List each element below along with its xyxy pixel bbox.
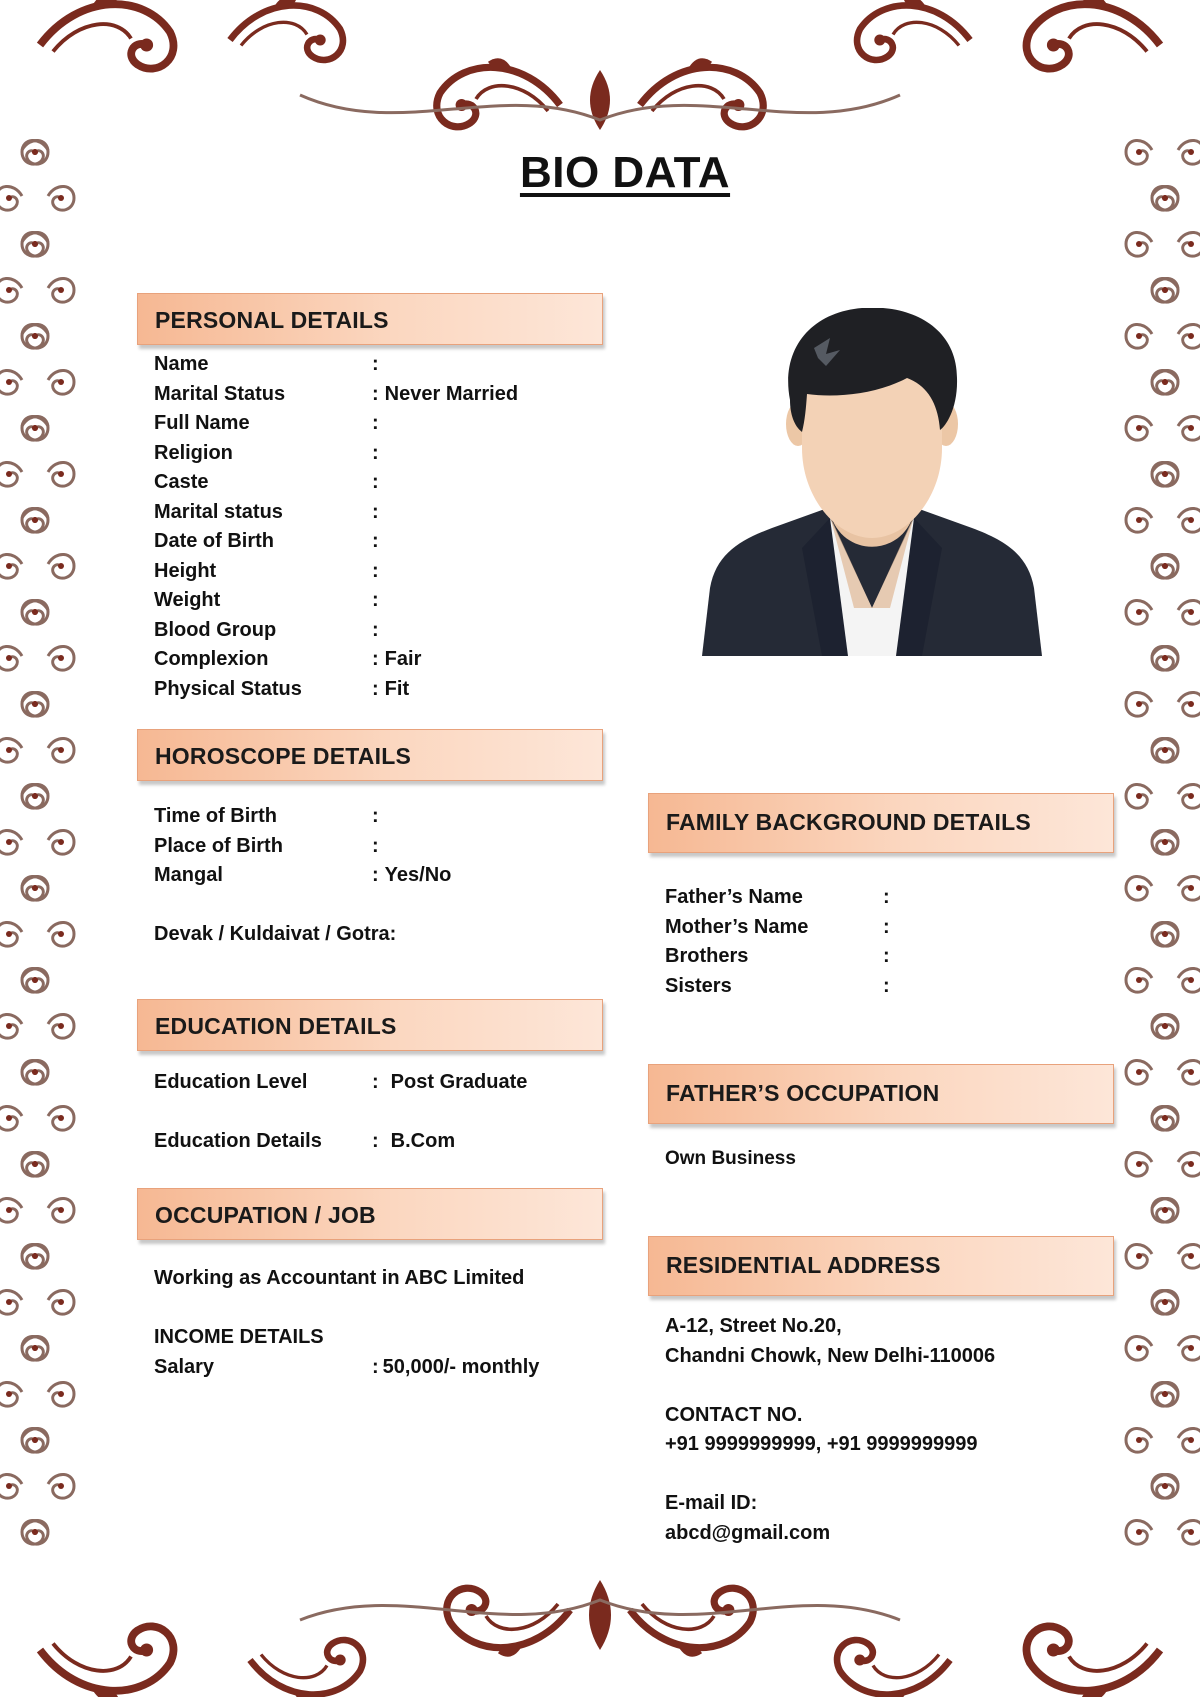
- education-details-heading: EDUCATION DETAILS: [137, 999, 603, 1051]
- email-label: E-mail ID:: [665, 1492, 758, 1514]
- row-label: Weight: [154, 589, 221, 611]
- contact-label: CONTACT NO.: [665, 1403, 803, 1426]
- row-label: Marital Status: [154, 382, 286, 405]
- detail-row: Caste :: [154, 468, 603, 498]
- row-label: Education Level: [154, 1071, 308, 1093]
- income-heading: INCOME DETAILS: [154, 1326, 324, 1348]
- horoscope-details-section: [137, 729, 603, 950]
- salary-value: 50,000/- monthly: [382, 1355, 540, 1378]
- row-value: Yes/No: [384, 864, 452, 886]
- detail-row: Marital status :: [154, 498, 603, 528]
- row-label: Mother’s Name: [665, 915, 809, 938]
- detail-row: Weight :: [154, 586, 603, 616]
- row-label: Physical Status: [154, 677, 302, 700]
- detail-row: Blood Group :: [154, 616, 603, 646]
- row-label: Caste: [154, 471, 209, 493]
- education-details-row: Education Details : B.Com: [154, 1127, 603, 1157]
- gotra-label: Devak / Kuldaivat / Gotra:: [154, 923, 397, 945]
- address-line-1: A-12, Street No.20,: [665, 1315, 842, 1337]
- detail-row: Marital Status : Never Married: [154, 380, 603, 410]
- row-label: Blood Group: [154, 618, 277, 641]
- salary-row: Salary : 50,000/- monthly: [154, 1353, 603, 1383]
- email-value[interactable]: abcd@gmail.com: [665, 1521, 831, 1544]
- detail-row: Full Name :: [154, 409, 603, 439]
- row-label: Place of Birth: [154, 834, 283, 857]
- row-value: Fair: [384, 648, 422, 670]
- family-background-heading: FAMILY BACKGROUND DETAILS: [648, 793, 1114, 853]
- profile-avatar-image: [702, 308, 1042, 656]
- row-label: Marital status: [154, 500, 283, 523]
- occupation-text: Working as Accountant in ABC Limited: [154, 1267, 525, 1289]
- horoscope-details-heading: HOROSCOPE DETAILS: [137, 729, 603, 781]
- family-background-list: [648, 883, 1114, 1001]
- detail-row: Sisters :: [665, 972, 1114, 1002]
- personal-details-list: [137, 350, 603, 704]
- detail-row: Mother’s Name :: [665, 913, 1114, 943]
- row-label: Date of Birth: [154, 530, 274, 552]
- residential-address-heading: RESIDENTIAL ADDRESS: [648, 1236, 1114, 1296]
- row-label: Sisters: [665, 974, 732, 997]
- row-value: Never Married: [384, 382, 519, 405]
- father-occupation-text: Own Business: [665, 1148, 796, 1169]
- detail-row: Complexion : Fair: [154, 645, 603, 675]
- row-label: Complexion: [154, 648, 269, 670]
- row-label: Religion: [154, 441, 233, 464]
- row-value: Fit: [384, 677, 410, 700]
- detail-row: Physical Status : Fit: [154, 675, 603, 705]
- occupation-section: [137, 1188, 603, 1382]
- row-label: Mangal: [154, 864, 223, 886]
- detail-row: Date of Birth :: [154, 527, 603, 557]
- row-label: Name: [154, 353, 209, 375]
- occupation-heading: OCCUPATION / JOB: [137, 1188, 603, 1240]
- detail-row: Place of Birth :: [154, 832, 603, 862]
- horoscope-details-list: [137, 802, 603, 891]
- row-label: Full Name: [154, 412, 250, 434]
- education-level-row: Education Level : Post Graduate: [154, 1068, 603, 1098]
- personal-details-section: [137, 293, 603, 704]
- detail-row: Brothers :: [665, 942, 1114, 972]
- salary-label: Salary: [154, 1355, 215, 1378]
- detail-row: Height :: [154, 557, 603, 587]
- detail-row: Religion :: [154, 439, 603, 469]
- detail-row: Mangal : Yes/No: [154, 861, 603, 891]
- row-label: Education Details: [154, 1130, 322, 1152]
- detail-row: Name :: [154, 350, 603, 380]
- father-occupation-section: [648, 1064, 1114, 1174]
- father-occupation-heading: FATHER’S OCCUPATION: [648, 1064, 1114, 1124]
- detail-row: Time of Birth :: [154, 802, 603, 832]
- row-value: B.Com: [390, 1130, 456, 1152]
- row-label: Time of Birth: [154, 805, 277, 827]
- row-label: Brothers: [665, 945, 749, 967]
- page-title: BIO DATA: [519, 148, 731, 197]
- row-label: Father’s Name: [665, 886, 803, 908]
- education-details-section: [137, 999, 603, 1157]
- row-value: Post Graduate: [390, 1071, 528, 1093]
- residential-address-section: [648, 1236, 1114, 1548]
- address-line-2: Chandni Chowk, New Delhi-110006: [665, 1344, 996, 1367]
- education-details-list: [137, 1068, 603, 1157]
- contact-value: +91 9999999999, +91 9999999999: [665, 1433, 978, 1455]
- detail-row: Father’s Name :: [665, 883, 1114, 913]
- row-label: Height: [154, 559, 217, 582]
- personal-details-heading: PERSONAL DETAILS: [137, 293, 603, 345]
- family-background-section: [648, 793, 1114, 1001]
